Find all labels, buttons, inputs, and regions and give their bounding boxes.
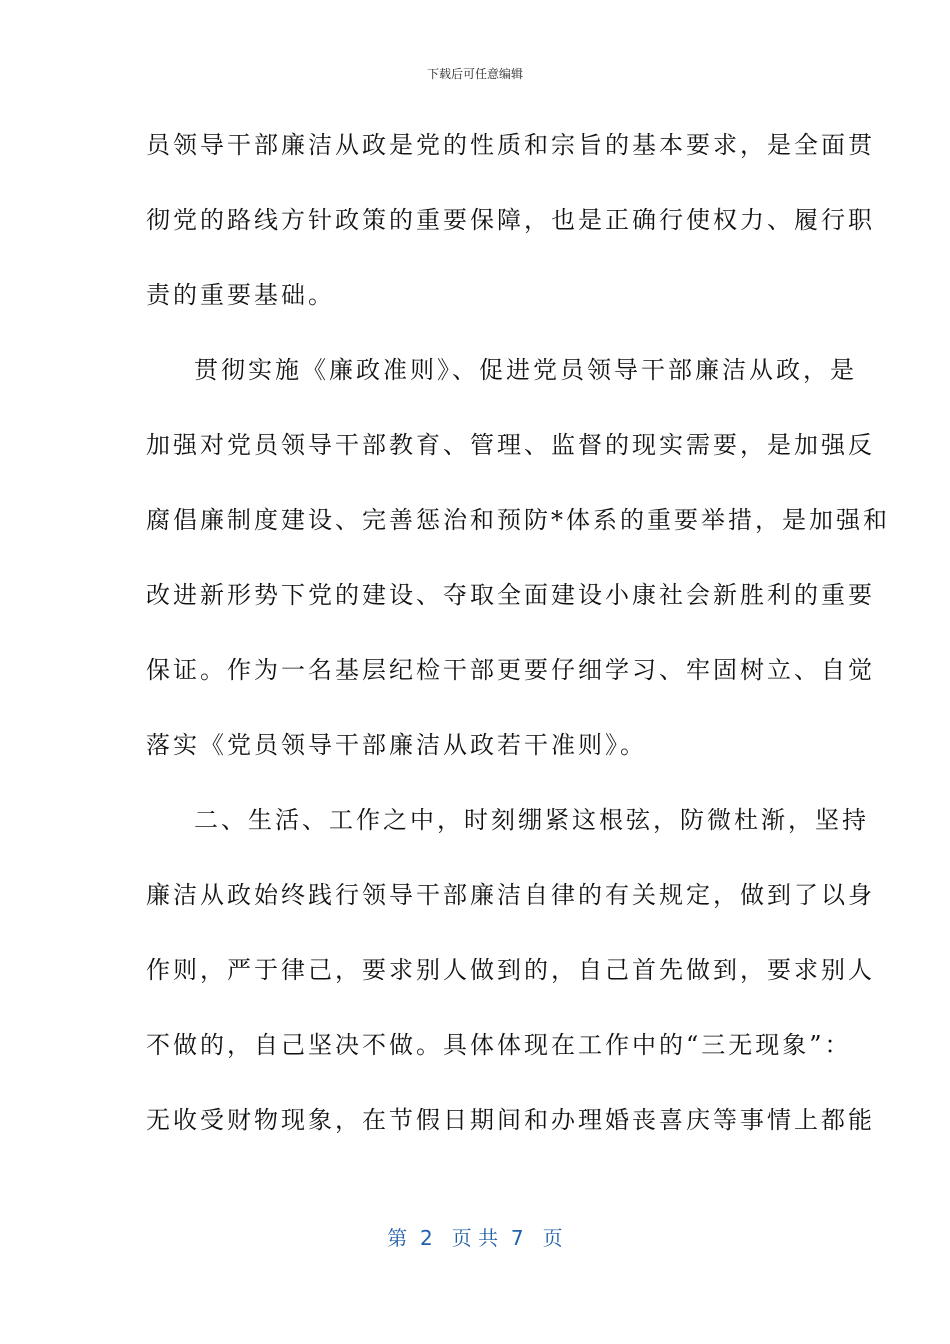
body-line: 彻党的路线方针政策的重要保障，也是正确行使权力、履行职 [146, 206, 875, 234]
body-line: 作则，严于律己，要求别人做到的，自己首先做到，要求别人 [146, 956, 875, 984]
body-line: 加强对党员领导干部教育、管理、监督的现实需要，是加强反 [146, 431, 875, 459]
paragraph-first-line: 贯彻实施《廉政准则》、促进党员领导干部廉洁从政，是 [194, 356, 857, 384]
body-line: 无收受财物现象，在节假日期间和办理婚丧喜庆等事情上都能 [146, 1106, 875, 1134]
body-line: 不做的，自己坚决不做。具体体现在工作中的“三无现象”： [146, 1031, 852, 1059]
page-header: 下载后可任意编辑 [426, 67, 523, 81]
body-line: 腐倡廉制度建设、完善惩治和预防*体系的重要举措，是加强和 [146, 506, 890, 534]
body-line: 责的重要基础。 [146, 281, 335, 309]
body-line: 改进新形势下党的建设、夺取全面建设小康社会新胜利的重要 [146, 581, 875, 609]
body-line: 保证。作为一名基层纪检干部更要仔细学习、牢固树立、自觉 [146, 656, 875, 684]
page-number-footer: 第 2 页 共 7 页 [387, 1226, 563, 1250]
body-line: 员领导干部廉洁从政是党的性质和宗旨的基本要求，是全面贯 [146, 131, 875, 159]
body-line: 廉洁从政始终践行领导干部廉洁自律的有关规定，做到了以身 [146, 881, 875, 909]
body-line: 落实《党员领导干部廉洁从政若干准则》。 [146, 731, 647, 759]
paragraph-first-line: 二、生活、工作之中，时刻绷紧这根弦，防微杜渐，坚持 [194, 806, 869, 834]
